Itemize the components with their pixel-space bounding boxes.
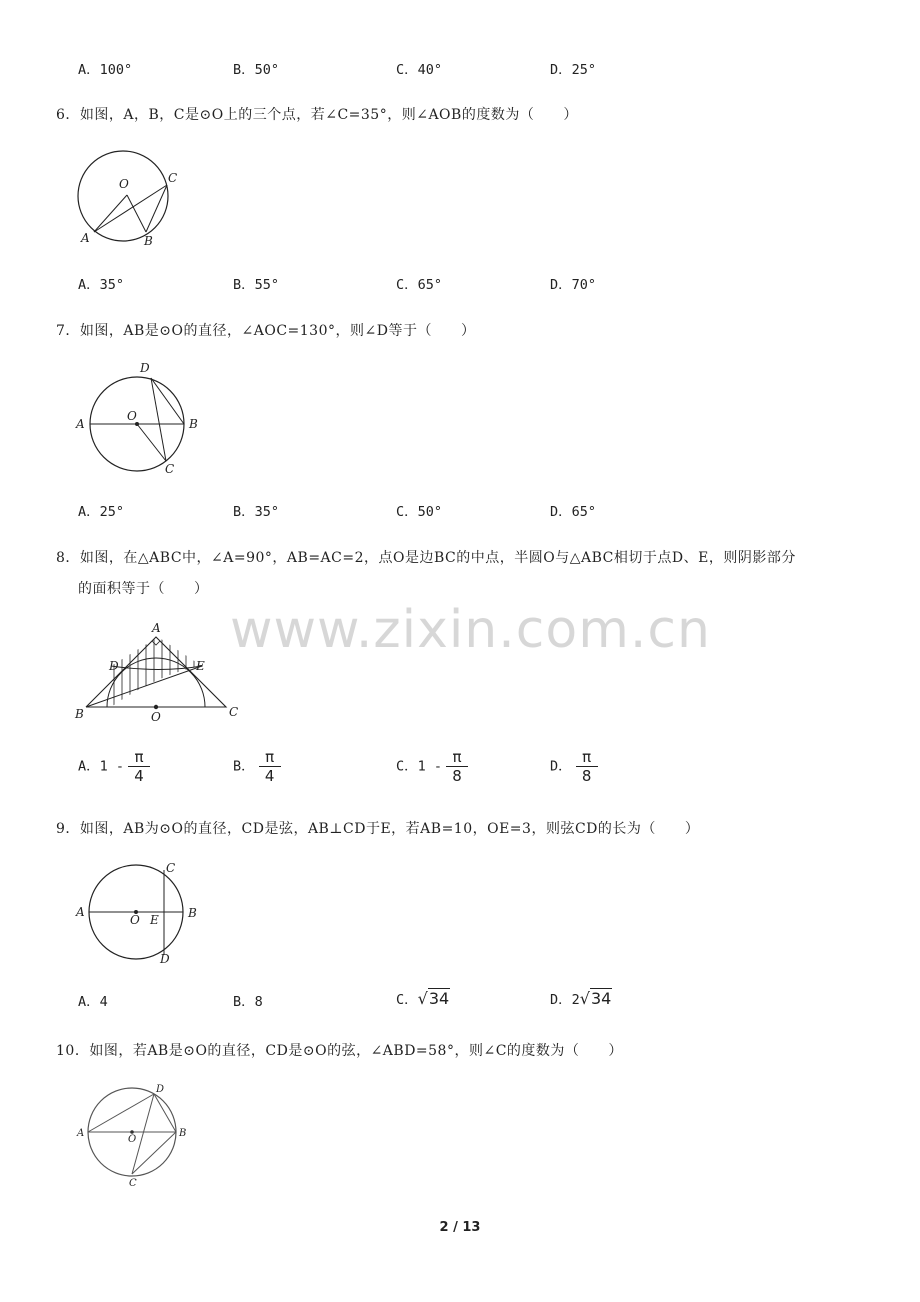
q8-label-o: O: [151, 710, 161, 724]
q5-option-c: C．40°: [396, 62, 443, 78]
q7-question-text: 7．如图，AB是⊙O的直径，∠AOC=130°，则∠D等于（ ）: [56, 323, 476, 339]
q7-option-d: D．65°: [550, 504, 597, 520]
q9-figure: [70, 855, 210, 970]
q8-label-b: B: [75, 707, 84, 721]
q6-option-a: A．35°: [78, 277, 125, 293]
q8-option-a: A．1 - $\frac{\pi}{4}$: [78, 748, 150, 785]
q9-label-o: O: [130, 913, 140, 927]
q6-question-text: 6．如图，A，B，C是⊙O上的三个点，若∠C=35°，则∠AOB的度数为（ ）: [56, 107, 578, 123]
q9-question-text: 9．如图，AB为⊙O的直径，CD是弦，AB⊥CD于E，若AB=10，OE=3，则弦CD的长为（ ）: [56, 821, 700, 837]
q7-label-b: B: [189, 417, 198, 431]
q5-option-a: A．100°: [78, 62, 133, 78]
q7-option-b: B．35°: [233, 504, 280, 520]
q6-option-b: B．55°: [233, 277, 280, 293]
q8-option-c: C．1 - $\frac{\pi}{8}$: [396, 748, 468, 785]
q10-label-c: C: [129, 1178, 137, 1189]
q9-option-d: D．2√34: [550, 989, 612, 1008]
q6-label-o: O: [119, 177, 129, 191]
q8-figure: [70, 615, 250, 725]
q7-label-o: O: [127, 409, 137, 423]
q9-option-b: B．8: [233, 994, 263, 1010]
q9-label-b: B: [188, 906, 197, 920]
q7-label-d: D: [140, 361, 150, 375]
q6-figure: [70, 150, 190, 255]
q8-question-line1: 8．如图，在△ABC中，∠A=90°，AB=AC=2，点O是边BC的中点，半圆O与△ABC相切于点D、E，则阴影部分: [56, 550, 796, 566]
q9-label-d: D: [160, 952, 170, 966]
q10-label-o: O: [128, 1134, 137, 1145]
q6-label-b: B: [144, 234, 153, 248]
q10-question-text: 10．如图，若AB是⊙O的直径，CD是⊙O的弦，∠ABD=58°，则∠C的度数为（ ）: [56, 1043, 623, 1059]
q8-label-a: A: [152, 621, 161, 635]
q8-label-d: D: [109, 659, 119, 673]
q10-figure: [70, 1080, 210, 1190]
q7-label-a: A: [76, 417, 85, 431]
q8-label-c: C: [229, 705, 239, 719]
q10-label-b: B: [179, 1128, 187, 1139]
q9-option-c: C．√34: [396, 989, 450, 1008]
q6-label-c: C: [168, 171, 178, 185]
q8-label-e: E: [196, 659, 205, 673]
q9-label-e: E: [150, 913, 159, 927]
q5-option-b: B．50°: [233, 62, 280, 78]
q9-label-a: A: [76, 905, 85, 919]
q7-label-c: C: [165, 462, 175, 476]
q8-question-line2: 的面积等于（ ）: [78, 581, 209, 597]
page-number: 2 / 13: [439, 1220, 481, 1235]
watermark: www.zixin.com.cn: [230, 600, 711, 660]
q6-label-a: A: [81, 231, 90, 245]
q8-option-b: B． $\frac{\pi}{4}$: [233, 748, 281, 785]
q10-label-d: D: [156, 1084, 165, 1095]
q6-option-d: D．70°: [550, 277, 597, 293]
q7-figure: [70, 355, 210, 480]
q9-option-a: A．4: [78, 994, 108, 1010]
q10-label-a: A: [77, 1128, 85, 1139]
q9-label-c: C: [166, 861, 176, 875]
q5-option-d: D．25°: [550, 62, 597, 78]
q7-option-c: C．50°: [396, 504, 443, 520]
q7-option-a: A．25°: [78, 504, 125, 520]
q8-option-d: D． $\frac{\pi}{8}$: [550, 748, 598, 785]
q6-option-c: C．65°: [396, 277, 443, 293]
